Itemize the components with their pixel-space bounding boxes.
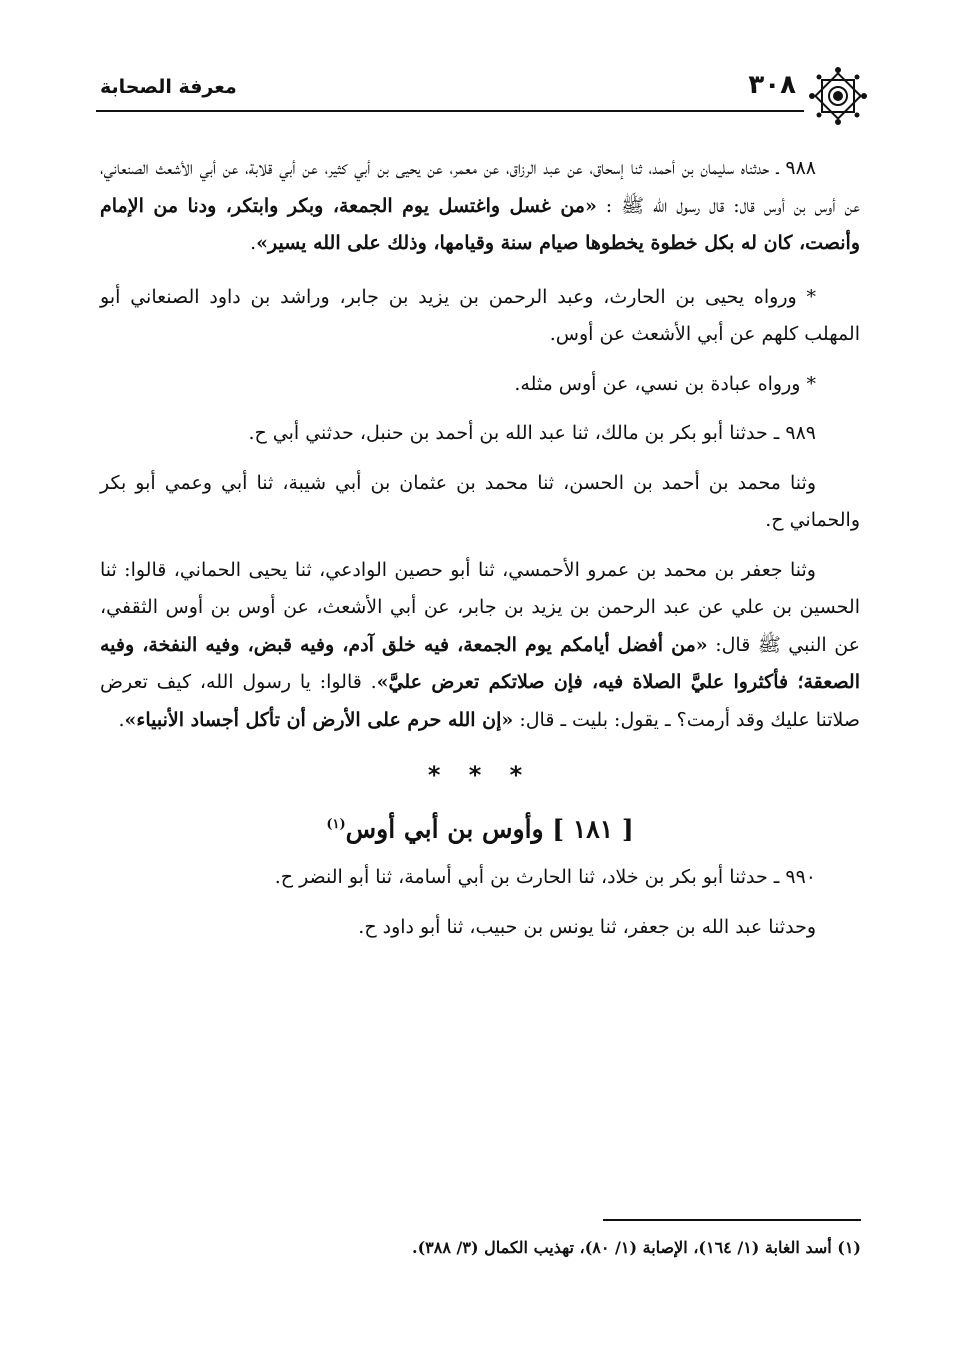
header-rule xyxy=(96,110,804,112)
running-title: معرفة الصحابة xyxy=(100,76,237,98)
paragraph-narration-1: * ورواه يحيى بن الحارث، وعبد الرحمن بن يزيد بن جابر، وراشد بن داود الصنعاني أبو المهلب كلهم عن أبي الأشعث عن أوس. xyxy=(100,285,860,345)
ornament-icon xyxy=(808,66,868,126)
hadith-text: «من غسل واغتسل يوم الجمعة، وبكر وابتكر، ودنا من الإمام وأنصت، كان له بكل خطوة يخطوها صيام سنة وقيامها، وذلك على الله يسير» xyxy=(100,194,860,254)
main-text xyxy=(100,150,860,946)
section-heading: [ ١٨١ ] وأوس بن أبي أوس$^{(١)}$ xyxy=(326,814,634,844)
footnote-marker: (١) xyxy=(326,817,346,832)
section-separator: * * * xyxy=(427,761,533,789)
paragraph-990: ٩٩٠ ـ حدثنا أبو بكر بن خلاد، ثنا الحارث بن أبي أسامة، ثنا أبو النضر ح. xyxy=(274,866,816,889)
footnote-rule xyxy=(603,1219,861,1221)
footnote: (١) أسد الغابة (١/ ١٦٤)، الإصابة (١/ ٨٠)، تهذيب الكمال (٣/ ٣٨٨). xyxy=(412,1238,861,1257)
hadith-text: «من أفضل أيامكم يوم الجمعة، فيه خلق آدم، وفيه قبض، وفيه النفخة، وفيه الصعقة؛ فأكثروا عليَّ الصلاة فيه، فإن صلاتكم تعرض عليَّ» xyxy=(100,633,860,693)
paragraph-narration-2: * ورواه عبادة بن نسي، عن أوس مثله. xyxy=(514,372,816,395)
page-number: ٣٠٨ xyxy=(748,70,796,100)
paragraph-989: ٩٨٩ ـ حدثنا أبو بكر بن مالك، ثنا عبد الله بن أحمد بن حنبل، حدثني أبي ح. xyxy=(248,422,816,444)
page-header xyxy=(96,66,862,120)
paragraph-988: ٩٨٨ ـ حدثناه سليمان بن أحمد، ثنا إسحاق، عن عبد الرزاق، عن معمر، عن يحيى بن أبي كثير، عن أبي قلابة، عن أبي الأشعث الصنعاني، عن أوس بن أوس قال: قال رسول الله ﷺ : «من غسل واغتسل يوم الجمعة، وبكر وابتكر، ودنا من الإمام وأنصت، كان له بكل خطوة يخطوها صيام سنة وقيامها، وذلك على الله يسير». xyxy=(100,157,860,254)
paragraph-chain-2: وثنا محمد بن أحمد بن الحسن، ثنا محمد بن عثمان بن أبي شيبة، ثنا أبي وعمي أبو بكر والحماني ح. xyxy=(100,471,860,531)
hadith-text: «إن الله حرم على الأرض أن تأكل أجساد الأنبياء» xyxy=(124,708,514,731)
paragraph-chain-3: وثنا جعفر بن محمد بن عمرو الأحمسي، ثنا أبو حصين الوادعي، ثنا يحيى الحماني، قالوا: ثنا الحسين بن علي عن عبد الرحمن بن يزيد بن جابر، عن أبي الأشعث، عن أوس بن أوس الثقفي، عن النبي ﷺ قال: «من أفضل أيامكم يوم الجمعة، فيه خلق آدم، وفيه قبض، وفيه النفخة، وفيه الصعقة؛ فأكثروا عليَّ الصلاة فيه، فإن صلاتكم تعرض عليَّ». قالوا: يا رسول الله، كيف تعرض صلاتنا عليك وقد أرمت؟ ـ يقول: بليت ـ قال: «إن الله حرم على الأرض أن تأكل أجساد الأنبياء». xyxy=(100,558,861,731)
paragraph-chain-990-2: وحدثنا عبد الله بن جعفر، ثنا يونس بن حبيب، ثنا أبو داود ح. xyxy=(358,915,816,938)
